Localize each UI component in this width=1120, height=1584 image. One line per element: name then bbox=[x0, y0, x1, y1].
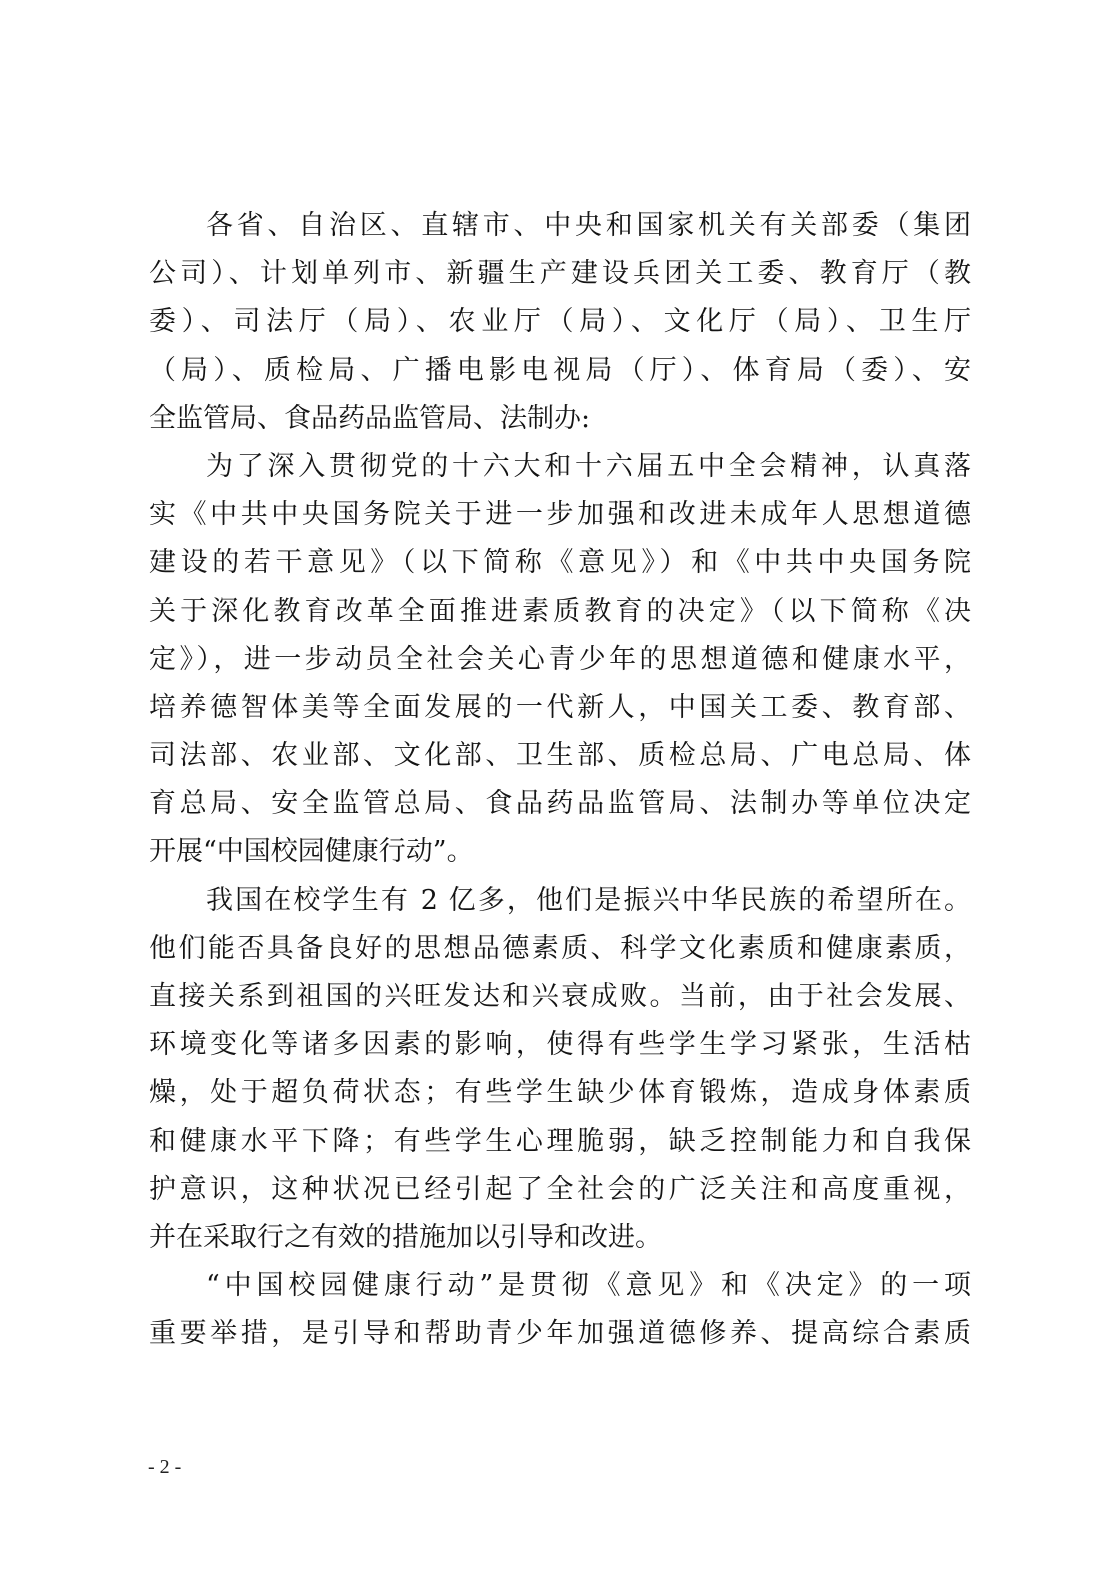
text-line: 育总局、安全监管总局、食品药品监管局、法制办等单位决定 bbox=[149, 788, 971, 820]
document-body bbox=[149, 202, 971, 1359]
text-line: “中国校园健康行动”是贯彻《意见》和《决定》的一项 bbox=[206, 1270, 971, 1302]
text-line: 为了深入贯彻党的十六大和十六届五中全会精神，认真落 bbox=[206, 450, 971, 482]
text-line: 委）、司法厅（局）、农业厅（局）、文化厅（局）、卫生厅 bbox=[149, 306, 971, 338]
text-line: 直接关系到祖国的兴旺发达和兴衰成败。当前，由于社会发展、 bbox=[149, 981, 971, 1012]
text-line: 关于深化教育改革全面推进素质教育的决定》（以下简称《决 bbox=[149, 595, 971, 627]
page-number: - 2 - bbox=[148, 1456, 182, 1478]
text-line: 我国在校学生有 2 亿多，他们是振兴中华民族的希望所在。 bbox=[206, 884, 971, 916]
text-line: 培养德智体美等全面发展的一代新人，中国关工委、教育部、 bbox=[149, 691, 971, 723]
text-line: 重要举措，是引导和帮助青少年加强道德修养、提高综合素质 bbox=[149, 1318, 971, 1350]
paragraph-purpose bbox=[149, 443, 971, 877]
paragraph-significance bbox=[149, 1262, 971, 1358]
text-line: 各省、自治区、直辖市、中央和国家机关有关部委（集团 bbox=[206, 210, 971, 241]
text-line: 和健康水平下降；有些学生心理脆弱，缺乏控制能力和自我保 bbox=[149, 1125, 971, 1157]
paragraph-background bbox=[149, 877, 971, 1263]
text-line: 开展“中国校园健康行动”。 bbox=[149, 836, 474, 868]
text-line: （局）、质检局、广播电影电视局（厅）、体育局（委）、安 bbox=[149, 354, 971, 386]
text-line: 燥，处于超负荷状态；有些学生缺少体育锻炼，造成身体素质 bbox=[149, 1077, 971, 1109]
text-line: 全监管局、食品药品监管局、法制办: bbox=[149, 402, 591, 434]
text-line: 建设的若干意见》（以下简称《意见》）和《中共中央国务院 bbox=[149, 547, 971, 579]
text-line: 环境变化等诸多因素的影响，使得有些学生学习紧张，生活枯 bbox=[149, 1029, 971, 1061]
text-line: 司法部、农业部、文化部、卫生部、质检总局、广电总局、体 bbox=[149, 740, 971, 772]
paragraph-addressees bbox=[149, 202, 971, 443]
text-line: 公司）、计划单列市、新疆生产建设兵团关工委、教育厅（教 bbox=[149, 258, 971, 290]
text-line: 并在采取行之有效的措施加以引导和改进。 bbox=[149, 1221, 662, 1253]
text-line: 实《中共中央国务院关于进一步加强和改进未成年人思想道德 bbox=[149, 499, 971, 531]
text-line: 定》），进一步动员全社会关心青少年的思想道德和健康水平， bbox=[149, 643, 971, 675]
text-line: 护意识，这种状况已经引起了全社会的广泛关注和高度重视， bbox=[149, 1173, 971, 1205]
text-line: 他们能否具备良好的思想品德素质、科学文化素质和健康素质， bbox=[149, 932, 971, 964]
